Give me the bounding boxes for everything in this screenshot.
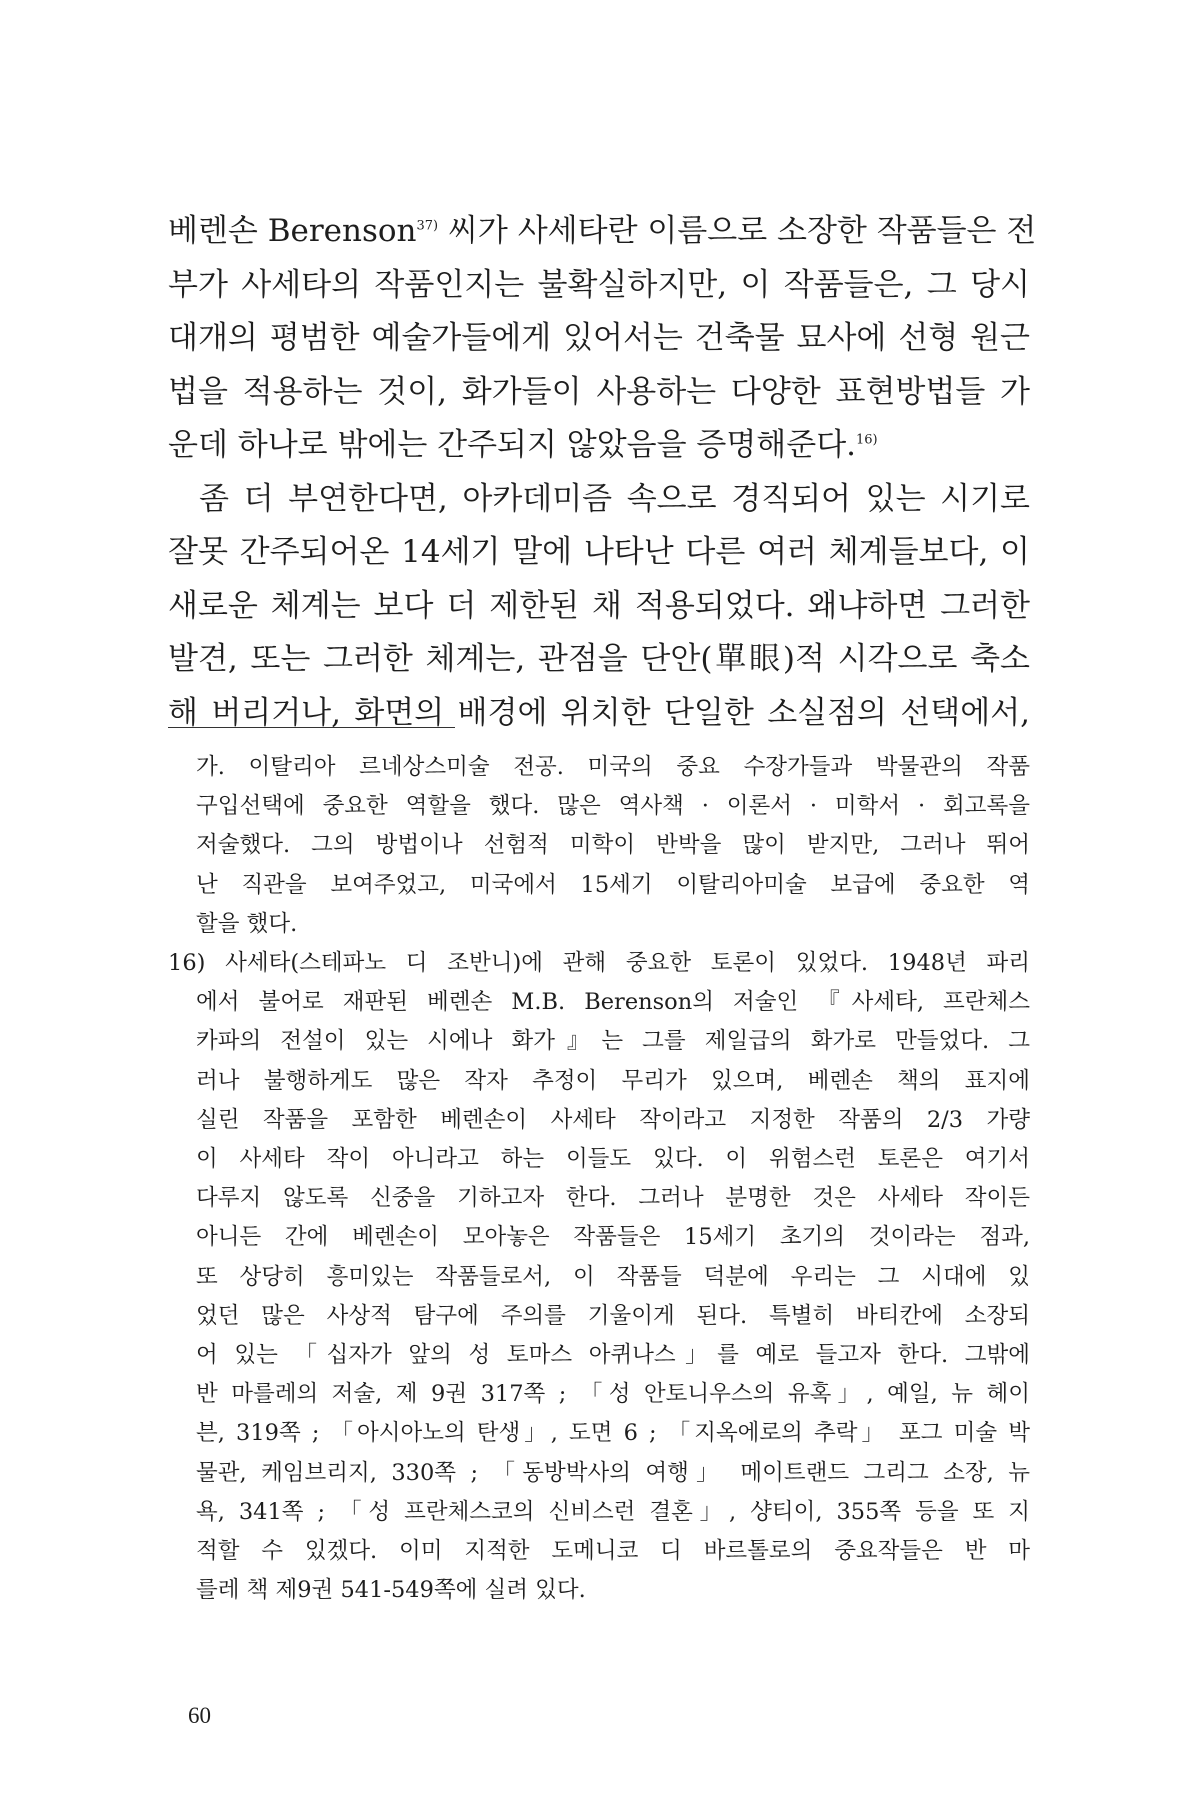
footnote-line: 를레 책 제9권 541-549쪽에 실려 있다.	[196, 1577, 586, 1604]
footnote-line: 반 마를레의 저술, 제 9권 317쪽 ; 「성 안토니우스의 유혹」, 예일, 뉴 헤이	[196, 1381, 1030, 1408]
text-line-start: 베렌손 Berenson	[168, 213, 417, 249]
footnote-line: 할을 했다.	[196, 910, 298, 937]
footnote-line: 실린 작품을 포함한 베렌손이 사세타 작이라고 지정한 작품의 2/3 가량	[196, 1106, 1030, 1133]
main-text	[168, 205, 1037, 740]
footnote-line: 카파의 전설이 있는 시에나 화가』는 그를 제일급의 화가로 만들었다. 그	[196, 1028, 1030, 1055]
text-line-content: 운데 하나로 밖에는 간주되지 않았음을 증명해준다.	[168, 427, 856, 463]
footnote-marker-37: 37)	[416, 218, 439, 234]
footnote-line: 었던 많은 사상적 탐구에 주의를 기울이게 된다. 특별히 바티칸에 소장되	[196, 1302, 1030, 1329]
footnote-line: 또 상당히 흥미있는 작품들로서, 이 작품들 덕분에 우리는 그 시대에 있	[196, 1263, 1030, 1290]
footnote-line: 적할 수 있겠다. 이미 지적한 도메니코 디 바르톨로의 중요작들은 반 마	[196, 1538, 1030, 1565]
text-line	[168, 419, 1030, 473]
footnote-line: 가. 이탈리아 르네상스미술 전공. 미국의 중요 수장가들과 박물관의 작품	[196, 754, 1030, 780]
text-line	[168, 205, 1037, 259]
text-line: 새로운 체계는 보다 더 제한된 채 적용되었다. 왜냐하면 그러한	[168, 587, 1030, 624]
footnote-line: 어 있는 「십자가 앞의 성 토마스 아퀴나스」를 예로 들고자 한다. 그밖에	[196, 1342, 1030, 1369]
footnote-line: 구입선택에 중요한 역할을 했다. 많은 역사책 · 이론서 · 미학서 · 회고록을	[196, 793, 1030, 820]
text-line: 부가 사세타의 작품인지는 불확실하지만, 이 작품들은, 그 당시	[168, 266, 1030, 303]
footnote-line: 욕, 341쪽 ; 「성 프란체스코의 신비스런 결혼」, 샹티이, 355쪽 등을 또 지	[196, 1498, 1030, 1525]
footnote-divider	[168, 727, 455, 728]
footnote-line: 븐, 319쪽 ; 「아시아노의 탄생」, 도면 6 ; 「지옥에로의 추락」 포그 미술 박	[196, 1420, 1030, 1447]
page-number: 60	[188, 1703, 211, 1728]
text-line: 법을 적용하는 것이, 화가들이 사용하는 다양한 표현방법들 가	[168, 373, 1030, 410]
footnote-line: 아니든 간에 베렌손이 모아놓은 작품들은 15세기 초기의 것이라는 점과,	[196, 1224, 1030, 1251]
footnote-16	[168, 944, 1030, 1610]
footnote-continuation	[168, 748, 1030, 944]
text-line-rest: 씨가 사세타란 이름으로 소장한 작품들은 전	[438, 213, 1037, 249]
text-line: 해 버리거나, 화면의 배경에 위치한 단일한 소실점의 선택에서,	[168, 694, 1030, 731]
footnote-marker-16: 16)	[856, 432, 878, 448]
footnote-line: 저술했다. 그의 방법이나 선험적 미학이 반박을 많이 받지만, 그러나 뛰어	[196, 832, 1030, 859]
text-line: 발견, 또는 그러한 체계는, 관점을 단안(單眼)적 시각으로 축소	[168, 641, 1030, 677]
footnote-line: 에서 불어로 재판된 베렌손 M.B. Berenson의 저술인 『사세타, 프란체스	[196, 989, 1030, 1016]
footnote-line: 16) 사세타(스테파노 디 조반니)에 관해 중요한 토론이 있었다. 1948년 파리	[168, 950, 1030, 977]
text-line: 대개의 평범한 예술가들에게 있어서는 건축물 묘사에 선형 원근	[168, 320, 1030, 356]
footnote-line: 난 직관을 보여주었고, 미국에서 15세기 이탈리아미술 보급에 중요한 역	[196, 871, 1030, 898]
footnote-line: 러나 불행하게도 많은 작자 추정이 무리가 있으며, 베렌손 책의 표지에	[196, 1067, 1030, 1094]
footnote-line: 물관, 케임브리지, 330쪽 ; 「동방박사의 여행」 메이트랜드 그리그 소장, 뉴	[196, 1459, 1030, 1486]
footnote-line: 다루지 않도록 신중을 기하고자 한다. 그러나 분명한 것은 사세타 작이든	[196, 1185, 1030, 1212]
footnote-line: 이 사세타 작이 아니라고 하는 이들도 있다. 이 위험스런 토론은 여기서	[196, 1146, 1030, 1173]
text-line: 잘못 간주되어온 14세기 말에 나타난 다른 여러 체계들보다, 이	[168, 534, 1030, 570]
text-line: 좀 더 부연한다면, 아카데미즘 속으로 경직되어 있는 시기로	[199, 480, 1030, 517]
footnotes	[168, 748, 1030, 1610]
